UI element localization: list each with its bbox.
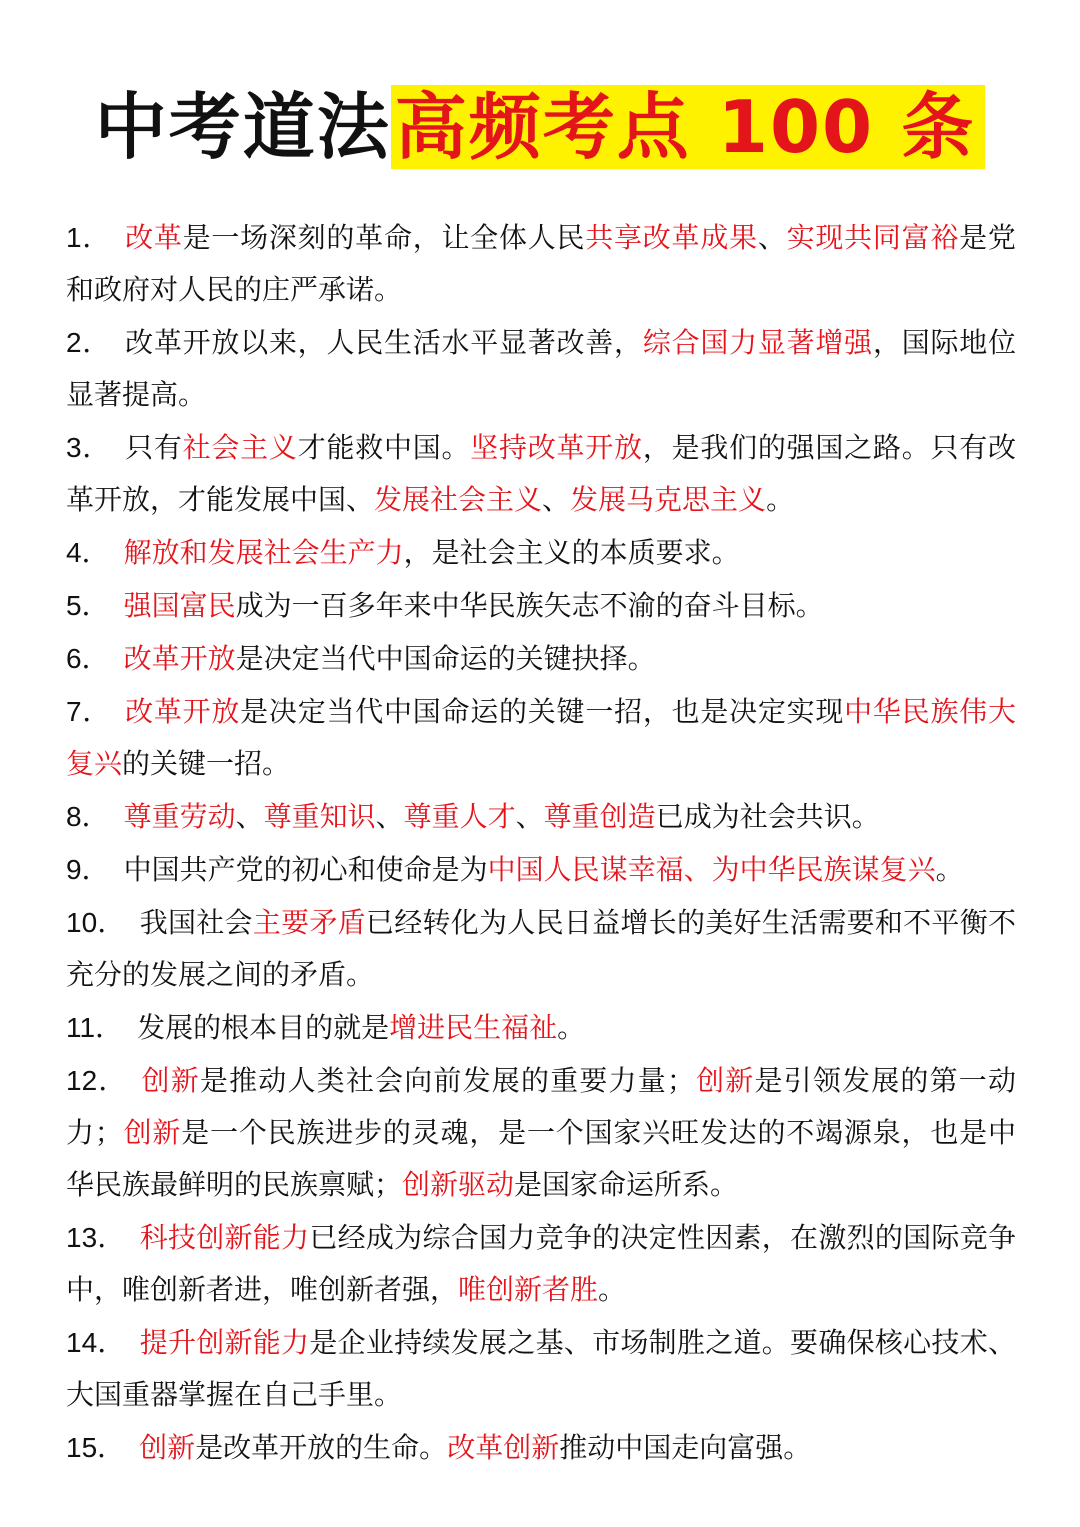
key-term: 中国人民谋幸福、为中华民族谋复兴 xyxy=(487,853,936,886)
item-text: 只有 xyxy=(125,431,183,464)
key-term: 改革开放 xyxy=(123,642,236,675)
key-term: 改革 xyxy=(125,221,183,254)
item-text: 、 xyxy=(757,221,787,254)
item-text: 发展的根本目的就是 xyxy=(137,1011,390,1044)
item-number: 15． xyxy=(66,1432,126,1463)
key-term: 综合国力显著增强 xyxy=(642,326,873,359)
item-text: 中国共产党的初心和使命是为 xyxy=(123,853,488,886)
item-text: 的关键一招。 xyxy=(122,747,291,780)
list-item xyxy=(66,580,1016,632)
list-item xyxy=(66,422,1016,526)
item-number: 4． xyxy=(66,537,110,568)
item-number: 7． xyxy=(66,696,112,727)
key-term: 尊重创造 xyxy=(543,800,656,833)
item-text: 是决定当代中国命运的关键抉择。 xyxy=(235,642,656,675)
item-number: 9． xyxy=(66,854,110,885)
title-black-text: 中考道法 xyxy=(94,85,391,169)
item-number: 13． xyxy=(66,1222,126,1253)
key-points-list xyxy=(66,212,1016,1475)
item-number: 8． xyxy=(66,801,110,832)
item-text: 成为一百多年来中华民族矢志不渝的奋斗目标。 xyxy=(235,589,824,622)
item-text: 推动中国走向富强。 xyxy=(559,1431,812,1464)
key-term: 尊重知识 xyxy=(263,800,376,833)
key-term: 共享改革成果 xyxy=(585,221,758,254)
key-term: 创新驱动 xyxy=(402,1168,515,1201)
title-highlight-text: 高频考点 100 条 xyxy=(391,85,985,169)
item-text: 、 xyxy=(515,800,544,833)
key-term: 社会主义 xyxy=(182,431,298,464)
item-text: 是决定当代中国命运的关键一招，也是决定实现 xyxy=(240,695,845,728)
item-text: 才能救中国。 xyxy=(297,431,471,464)
item-text: 。 xyxy=(935,853,964,886)
key-term: 发展社会主义 xyxy=(374,483,543,516)
item-text: 已经转化为人民日益增长的美好生活需要和不平衡不充分的发展之间的矛盾。 xyxy=(66,906,1016,991)
key-term: 发展马克思主义 xyxy=(570,483,767,516)
list-item xyxy=(66,1422,1016,1474)
page-title xyxy=(0,70,1080,184)
item-text: 我国社会 xyxy=(139,906,253,939)
item-text: 、 xyxy=(542,483,571,516)
item-number: 11． xyxy=(66,1012,124,1043)
item-text: ，是社会主义的本质要求。 xyxy=(403,536,740,569)
list-item xyxy=(66,686,1016,790)
key-term: 尊重人才 xyxy=(403,800,516,833)
key-term: 改革开放 xyxy=(125,695,241,728)
item-text: ，国际地位显著提高。 xyxy=(66,326,1016,411)
key-term: 提升创新能力 xyxy=(139,1326,310,1359)
item-text: 、 xyxy=(235,800,264,833)
list-item xyxy=(66,1212,1016,1316)
item-text: 是改革开放的生命。 xyxy=(195,1431,448,1464)
key-term: 创新 xyxy=(141,1064,200,1097)
key-term: 解放和发展社会生产力 xyxy=(123,536,404,569)
item-text: 是国家命运所系。 xyxy=(514,1168,739,1201)
list-item xyxy=(66,1002,1016,1054)
list-item xyxy=(66,212,1016,316)
item-text: 。 xyxy=(557,1011,586,1044)
item-text: 是党和政府对人民的庄严承诺。 xyxy=(66,221,1016,306)
list-item xyxy=(66,317,1016,421)
item-number: 2． xyxy=(66,327,112,358)
list-item xyxy=(66,791,1016,843)
key-term: 创新 xyxy=(122,1116,182,1149)
item-text: ，是我们的强国之路。只有改革开放，才能发展中国、 xyxy=(66,431,1016,516)
item-text: 是引领发展的第一动力； xyxy=(66,1064,1016,1149)
key-term: 尊重劳动 xyxy=(123,800,236,833)
key-term: 主要矛盾 xyxy=(252,906,366,939)
list-item xyxy=(66,1317,1016,1421)
key-term: 创新 xyxy=(139,1431,196,1464)
key-term: 科技创新能力 xyxy=(139,1221,310,1254)
list-item xyxy=(66,527,1016,579)
list-item xyxy=(66,1055,1016,1211)
key-term: 增进民生福祉 xyxy=(389,1011,558,1044)
key-term: 中华民族伟大复兴 xyxy=(66,695,1016,780)
item-text: 已成为社会共识。 xyxy=(655,800,880,833)
item-number: 6． xyxy=(66,643,110,674)
item-number: 12． xyxy=(66,1065,128,1096)
item-number: 10． xyxy=(66,907,126,938)
item-text: 已经成为综合国力竞争的决定性因素，在激烈的国际竞争中，唯创新者进，唯创新者强， xyxy=(66,1221,1016,1306)
item-number: 14． xyxy=(66,1327,126,1358)
item-text: 。 xyxy=(598,1273,627,1306)
key-term: 强国富民 xyxy=(123,589,236,622)
key-term: 创新 xyxy=(694,1064,755,1097)
item-text: 是一个民族进步的灵魂，是一个国家兴旺发达的不竭源泉，也是中华民族最鲜明的民族禀赋； xyxy=(66,1116,1016,1201)
item-number: 3． xyxy=(66,432,112,463)
item-number: 1． xyxy=(66,222,112,253)
item-text: 是企业持续发展之基、市场制胜之道。要确保核心技术、大国重器掌握在自己手里。 xyxy=(66,1326,1016,1411)
item-text: 是一场深刻的革命，让全体人民 xyxy=(182,221,586,254)
item-number: 5． xyxy=(66,590,110,621)
list-item xyxy=(66,897,1016,1001)
key-term: 改革创新 xyxy=(447,1431,560,1464)
key-term: 唯创新者胜 xyxy=(458,1273,599,1306)
item-text: 改革开放以来，人民生活水平显著改善， xyxy=(125,326,643,359)
item-text: 是推动人类社会向前发展的重要力量； xyxy=(199,1064,695,1097)
key-term: 坚持改革开放 xyxy=(470,431,643,464)
item-text: 。 xyxy=(766,483,795,516)
key-term: 实现共同富裕 xyxy=(786,221,960,254)
list-item xyxy=(66,633,1016,685)
list-item xyxy=(66,844,1016,896)
item-text: 、 xyxy=(375,800,404,833)
